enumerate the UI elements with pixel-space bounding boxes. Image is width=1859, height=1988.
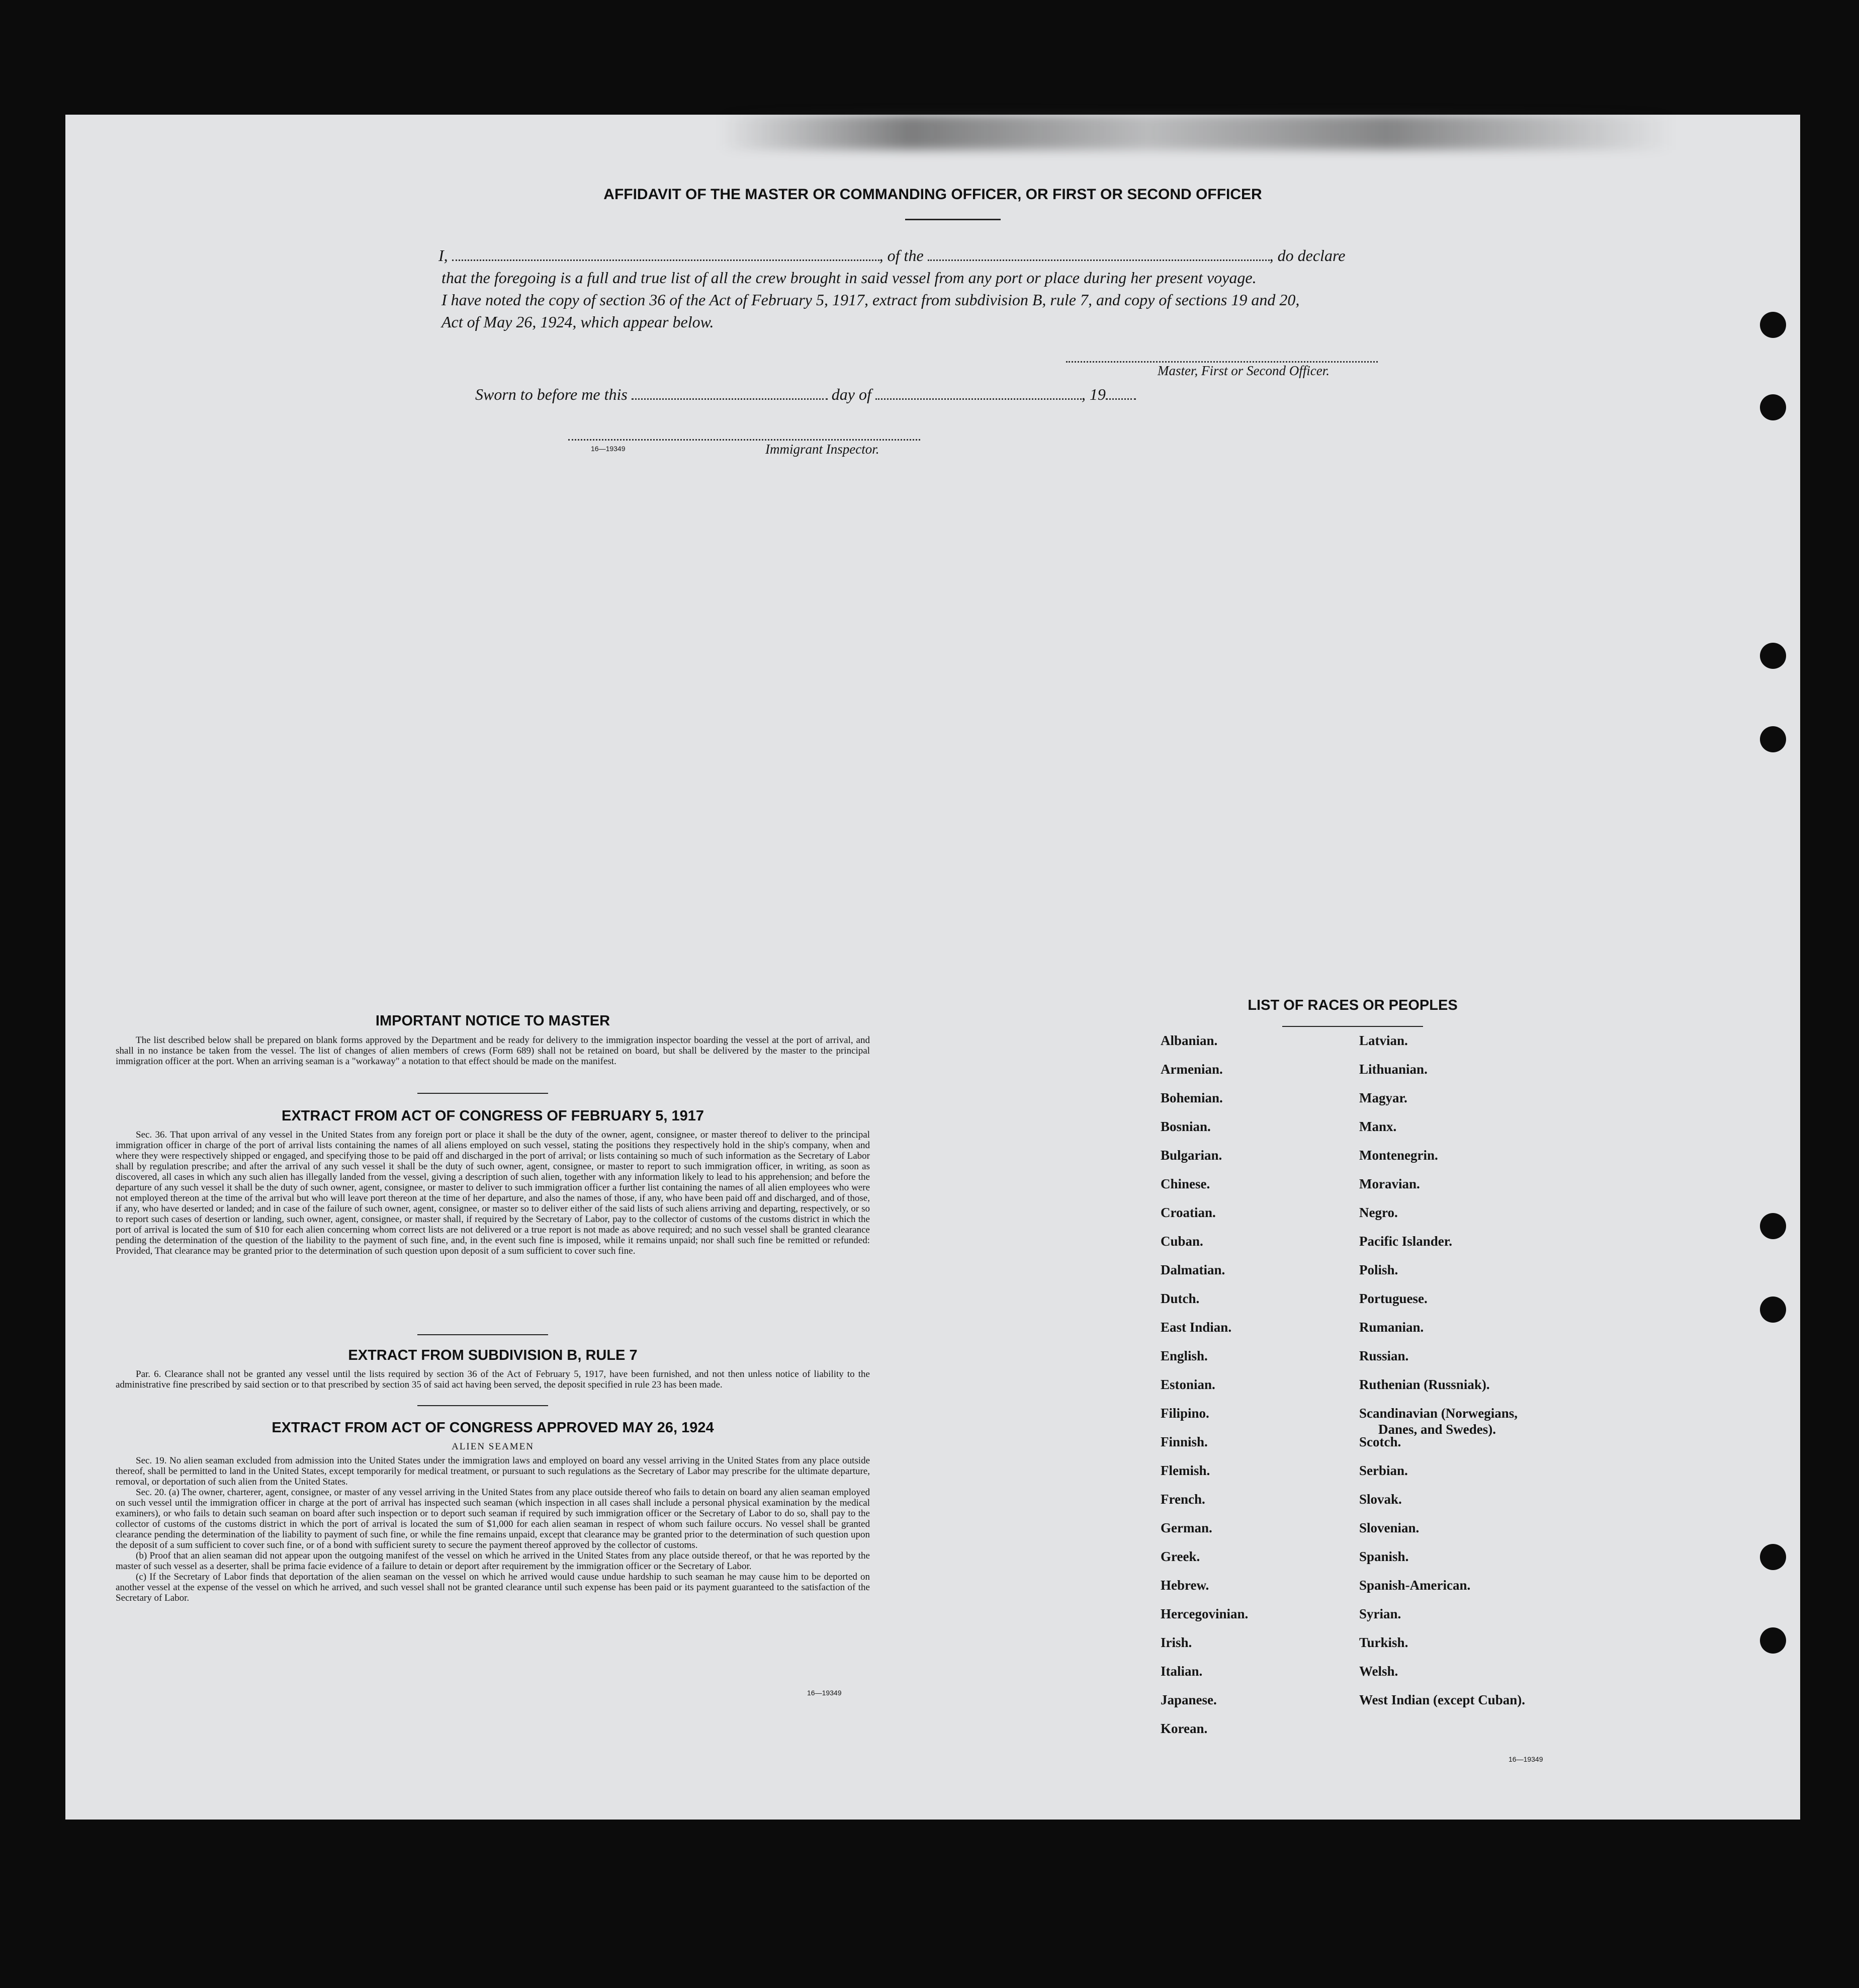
declaration-line-4: Act of May 26, 1924, which appear below. bbox=[441, 313, 714, 331]
declaration-line-2: that the foregoing is a full and true list of all the crew brought in said vessel from any port or place during her present voyage. bbox=[441, 269, 1257, 287]
races-left-column bbox=[1161, 1033, 1362, 1757]
extract-1917-title: EXTRACT FROM ACT OF CONGRESS OF FEBRUARY 5, 1917 bbox=[281, 1108, 704, 1124]
punch-hole bbox=[1760, 1544, 1786, 1570]
race-item: Welsh. bbox=[1359, 1664, 1398, 1679]
race-item: Finnish. bbox=[1161, 1434, 1208, 1449]
race-item: Pacific Islander. bbox=[1359, 1234, 1452, 1249]
race-item: Montenegrin. bbox=[1359, 1148, 1438, 1163]
race-item: Serbian. bbox=[1359, 1463, 1408, 1478]
race-item: English. bbox=[1161, 1348, 1208, 1363]
section-36-paragraph: Sec. 36. That upon arrival of any vessel in the United States from any foreign port or place it shall be the duty of the owner, agent, consignee, or master thereof to deliver to the principal immigration officer in charge of the port of arrival lists containing the names of all aliens employed on such vessel, stating the positions they respectively hold in the ship's company, when and where they were respectively shipped or engaged, and specifying those to be paid off and discharged in the port of arrival; or lists containing so much of such information as the Secretary of Labor shall by regulation prescribe; and after the arrival of any such vessel it shall be the duty of such owner, agent, consignee, or master to report to such immigration officer, in writing, as soon as discovered, all cases in which any such alien has illegally landed from the vessel, giving a description of such alien, together with any information likely to lead to his apprehension; and before the departure of any such vessel it shall be the duty of such owner, agent, consignee, or master to deliver to such immigration officer a further list containing the names of all alien employees who were not employed thereon at the time of the arrival but who will leave port thereon at the time of her departure, and also the names of those, if any, who have been paid off and discharged, and of those, if any, who have deserted or landed; and in case of the failure of such owner, agent, consignee, or master so to deliver either of the said lists of such aliens arriving and departing, respectively, or so to report such cases of desertion or landing, such owner, agent, consignee, or master shall, if required by the Secretary of Labor, pay to the collector of customs of the customs district in which the port of arrival is located the sum of $10 for each alien concerning whom correct lists are not delivered or a true report is not made as above required; and no such vessel shall be granted clearance pending the determination of the question of the liability to the payment of such fine, and, in the event such fine is imposed, while it remains unpaid; nor shall such fine be remitted or refunded: Provided, That clearance may be granted prior to the determination of such question upon deposit of a sum sufficient to cover such fine. bbox=[116, 1130, 870, 1256]
name-field[interactable] bbox=[452, 248, 879, 261]
race-item: Croatian. bbox=[1161, 1205, 1216, 1220]
sworn-prefix: Sworn to before me this bbox=[475, 385, 628, 403]
divider-2 bbox=[417, 1334, 548, 1335]
extract-1924-text bbox=[116, 1455, 870, 1603]
inspector-label: Immigrant Inspector. bbox=[765, 442, 879, 457]
race-item: Negro. bbox=[1359, 1205, 1398, 1220]
race-item: Russian. bbox=[1359, 1348, 1409, 1363]
race-item: French. bbox=[1161, 1492, 1205, 1507]
punch-hole bbox=[1760, 1213, 1786, 1239]
race-item: Japanese. bbox=[1161, 1692, 1217, 1707]
races-title: LIST OF RACES OR PEOPLES bbox=[1248, 997, 1458, 1013]
race-item: German. bbox=[1161, 1520, 1212, 1535]
race-item: Syrian. bbox=[1359, 1606, 1401, 1621]
inspector-signature-line[interactable] bbox=[568, 439, 920, 441]
race-item: Irish. bbox=[1161, 1635, 1192, 1650]
section-19-paragraph: Sec. 19. No alien seaman excluded from admission into the United States under the immigration laws and employed on board any vessel arriving in the United States from any place outside thereof, shall be permitted to land in the United States, except temporarily for medical treatment, or pursuant to such regulations as the Secretary of Labor may prescribe for the ultimate departure, removal, or deportation of such alien from the United States. bbox=[116, 1455, 870, 1487]
punch-hole bbox=[1760, 726, 1786, 752]
form-number-races: 16—19349 bbox=[1509, 1755, 1543, 1763]
sworn-day-field[interactable] bbox=[632, 387, 828, 400]
race-item: Hercegovinian. bbox=[1161, 1606, 1249, 1621]
races-underline bbox=[1282, 1026, 1423, 1027]
divider-1 bbox=[417, 1093, 548, 1094]
race-item: Slovak. bbox=[1359, 1492, 1402, 1507]
race-item: Rumanian. bbox=[1359, 1320, 1424, 1335]
section-20a-paragraph: Sec. 20. (a) The owner, charterer, agent, consignee, or master of any vessel arriving in the United States from any place outside thereof who fails to detain on board any alien seaman employed on such vessel until the immigration officer in charge at the port of arrival has inspected such seaman (which inspection in all cases shall include a personal physical examination by the medical examiners), or who fails to detain such seaman on board after such inspection or to deport such seaman if required by such immigration officer or the Secretary of Labor to do so, shall pay to the collector of customs of the customs district in which the port of arrival is located the sum of $1,000 for each alien seaman in respect of whom such failure occurs. No vessel shall be granted clearance pending the determination of the liability to payment of such fine, or while the fine remains unpaid, except that clearance may be granted prior to the determination of such question upon the deposit of a sum sufficient to cover such fine, or of a bond with sufficient surety to secure the payment thereof approved by the collector of customs. bbox=[116, 1487, 870, 1550]
declaration-line-1 bbox=[438, 244, 1464, 267]
race-item: Turkish. bbox=[1359, 1635, 1408, 1650]
race-item: Danes, and Swedes). bbox=[1378, 1422, 1496, 1437]
race-item: Cuban. bbox=[1161, 1234, 1203, 1249]
notice-text bbox=[116, 1035, 870, 1067]
race-item: Latvian. bbox=[1359, 1033, 1408, 1048]
race-item: Estonian. bbox=[1161, 1377, 1215, 1392]
extract-1924-title: EXTRACT FROM ACT OF CONGRESS APPROVED MAY 26, 1924 bbox=[272, 1420, 714, 1436]
affidavit-title: AFFIDAVIT OF THE MASTER OR COMMANDING OFFICER, OR FIRST OR SECOND OFFICER bbox=[603, 186, 1262, 203]
race-item: Scotch. bbox=[1359, 1434, 1401, 1449]
race-item: Dutch. bbox=[1161, 1291, 1200, 1306]
race-item: Polish. bbox=[1359, 1262, 1398, 1277]
rule7-title: EXTRACT FROM SUBDIVISION B, RULE 7 bbox=[348, 1347, 638, 1363]
section-20b-paragraph: (b) Proof that an alien seaman did not appear upon the outgoing manifest of the vessel on which he arrived in the United States from any place outside thereof, or that he was reported by the master of such vessel as a deserter, shall be prima facie evidence of a failure to detain or deport after requirement by the immigration officer or the Secretary of Labor. bbox=[116, 1550, 870, 1572]
race-item: Bulgarian. bbox=[1161, 1148, 1222, 1163]
race-item: Spanish-American. bbox=[1359, 1578, 1471, 1593]
divider-3 bbox=[417, 1405, 548, 1406]
day-of-label: day of bbox=[831, 385, 871, 403]
i-label: I, bbox=[438, 246, 448, 265]
scan-smudge bbox=[719, 115, 1674, 150]
punch-hole bbox=[1760, 1627, 1786, 1654]
race-item: Hebrew. bbox=[1161, 1578, 1209, 1593]
punch-hole bbox=[1760, 312, 1786, 338]
race-item: Slovenian. bbox=[1359, 1520, 1420, 1535]
race-item: Chinese. bbox=[1161, 1176, 1210, 1191]
race-item: East Indian. bbox=[1161, 1320, 1232, 1335]
race-item: Korean. bbox=[1161, 1721, 1208, 1736]
par6-paragraph: Par. 6. Clearance shall not be granted any vessel until the lists required by section 36 of the Act of February 5, 1917, have been furnished, and not then unless notice of liability to the administrative fine prescribed by said section or to that prescribed by section 35 of said act having been served, the deposit specified in rule 23 has been made. bbox=[116, 1369, 870, 1390]
race-item: Italian. bbox=[1161, 1664, 1203, 1679]
race-item: Dalmatian. bbox=[1161, 1262, 1225, 1277]
notice-title: IMPORTANT NOTICE TO MASTER bbox=[375, 1013, 610, 1029]
race-item: Magyar. bbox=[1359, 1090, 1407, 1105]
race-item: Portuguese. bbox=[1359, 1291, 1428, 1306]
race-item: Bohemian. bbox=[1161, 1090, 1223, 1105]
of-the-label: , of the bbox=[879, 246, 924, 265]
do-declare-label: , do declare bbox=[1269, 246, 1346, 265]
notice-paragraph: The list described below shall be prepared on blank forms approved by the Department and be ready for delivery to the immigration inspector boarding the vessel at the port of arrival, and shall in no instance be taken from the vessel. The list of changes of alien members of crews (Form 689) shall not be retained on board, but shall be delivered by the master to the principal immigration officer at the port. When an arriving seaman is a "workaway" a notation to that effect should be made on the manifest. bbox=[116, 1035, 870, 1067]
race-item: Bosnian. bbox=[1161, 1119, 1211, 1134]
rule7-text bbox=[116, 1369, 870, 1390]
races-right-column bbox=[1359, 1033, 1641, 1757]
race-item: West Indian (except Cuban). bbox=[1359, 1692, 1526, 1707]
form-number-bottom: 16—19349 bbox=[807, 1689, 842, 1697]
race-item: Armenian. bbox=[1161, 1062, 1223, 1077]
extract-1917-text bbox=[116, 1130, 870, 1256]
punch-hole bbox=[1760, 394, 1786, 420]
document-sheet bbox=[65, 115, 1800, 1820]
alien-seamen-subtitle: ALIEN SEAMEN bbox=[452, 1441, 534, 1452]
form-number-top: 16—19349 bbox=[591, 445, 626, 453]
sworn-line bbox=[475, 383, 1136, 405]
race-item: Lithuanian. bbox=[1359, 1062, 1428, 1077]
race-item: Filipino. bbox=[1161, 1406, 1209, 1421]
race-item: Manx. bbox=[1359, 1119, 1397, 1134]
race-item: Scandinavian (Norwegians, bbox=[1359, 1406, 1518, 1421]
punch-hole bbox=[1760, 643, 1786, 669]
race-item: Moravian. bbox=[1359, 1176, 1420, 1191]
race-item: Flemish. bbox=[1161, 1463, 1210, 1478]
race-item: Spanish. bbox=[1359, 1549, 1409, 1564]
sworn-month-field[interactable] bbox=[875, 387, 1082, 400]
vessel-field[interactable] bbox=[928, 248, 1270, 261]
year-prefix: , 19 bbox=[1081, 385, 1106, 403]
punch-hole bbox=[1760, 1296, 1786, 1323]
race-item: Ruthenian (Russniak). bbox=[1359, 1377, 1490, 1392]
race-item: Greek. bbox=[1161, 1549, 1200, 1564]
declaration-line-3: I have noted the copy of section 36 of the Act of February 5, 1917, extract from subdivision B, rule 7, and copy of sections 19 and 20, bbox=[441, 291, 1300, 309]
master-label: Master, First or Second Officer. bbox=[1158, 363, 1330, 378]
section-20c-paragraph: (c) If the Secretary of Labor finds that deportation of the alien seaman on the vessel on which he arrived would cause undue hardship to such seaman he may cause him to be deported on another vessel at the expense of the vessel on which he arrived, and such vessel shall not be granted clearance until such expense has been paid or its payment guaranteed to the satisfaction of the Secretary of Labor. bbox=[116, 1572, 870, 1603]
title-underline bbox=[905, 219, 1001, 220]
race-item: Albanian. bbox=[1161, 1033, 1218, 1048]
sworn-year-field[interactable] bbox=[1106, 387, 1136, 400]
master-signature-line[interactable] bbox=[1066, 361, 1378, 363]
